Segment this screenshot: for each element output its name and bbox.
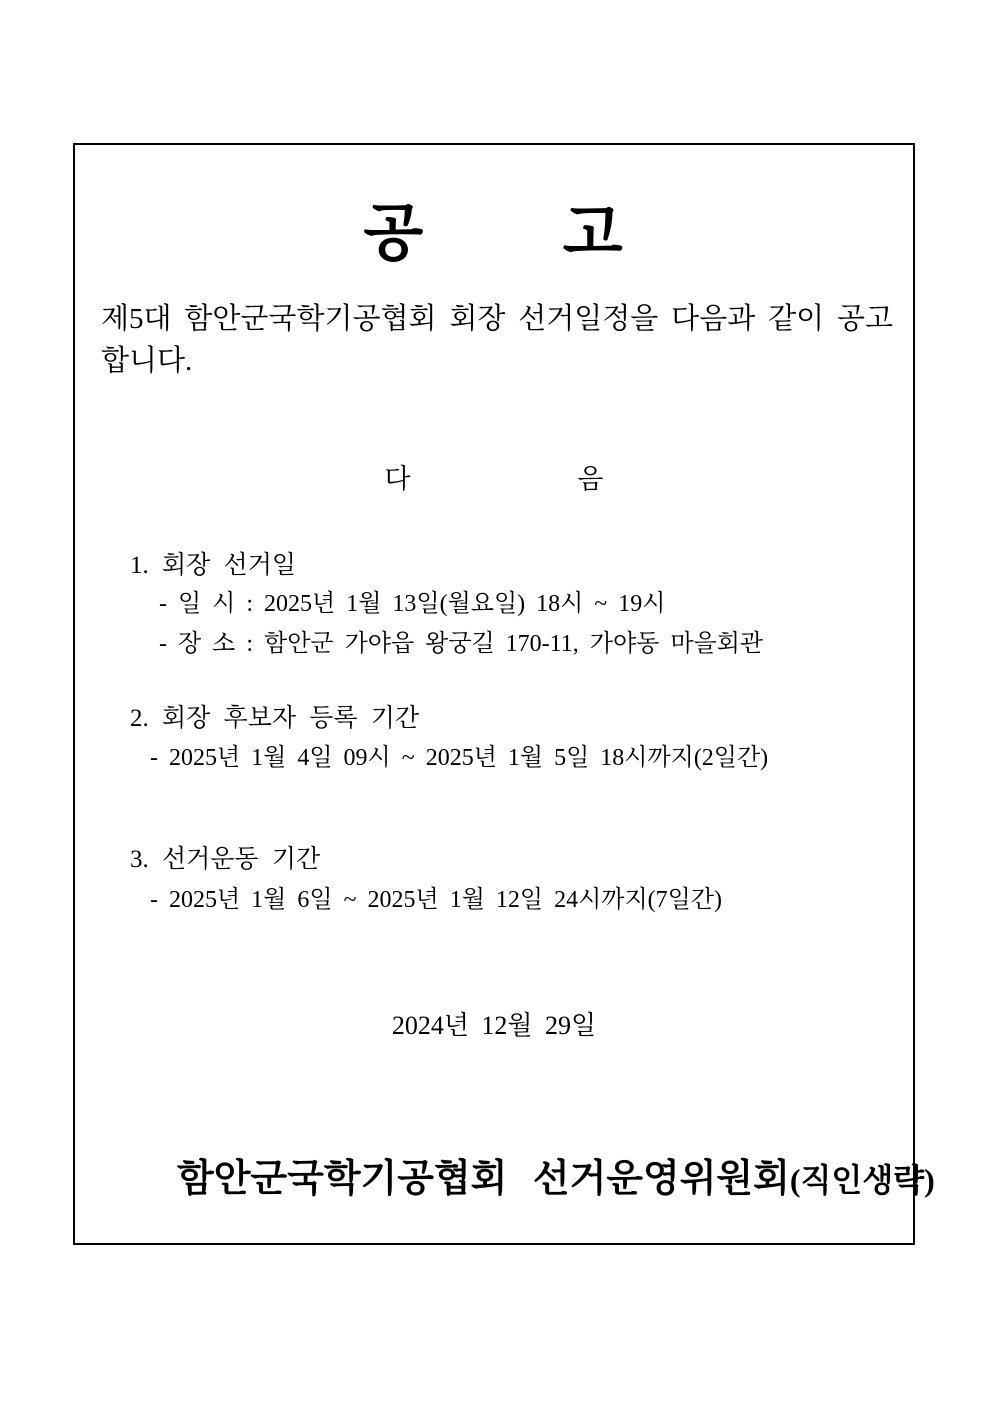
signature-organization: 함안군국학기공협회 선거운영위원회 [177, 1158, 790, 1200]
item-3-title: 3. 선거운동 기간 [130, 846, 321, 873]
document-border-frame [73, 143, 935, 1245]
intro-line-1: 제5대 함안군국학기공협회 회장 선거일정을 다음과 같이 공고 [101, 303, 893, 335]
item-3-period-line: - 2025년 1월 6일 ~ 2025년 1월 12일 24시까지(7일간) [150, 887, 722, 913]
intro-line-2: 합니다. [101, 345, 193, 377]
announcement-date: 2024년 12월 29일 [391, 1011, 597, 1040]
signature-seal-note: (직인생략) [789, 1162, 935, 1198]
item-2-title: 2. 회장 후보자 등록 기간 [130, 705, 420, 732]
item-1-location-line: - 장 소 : 함안군 가야읍 왕궁길 170-11, 가야동 마을회관 [159, 631, 764, 657]
notice-title: 공 고 [363, 200, 625, 268]
item-1-title: 1. 회장 선거일 [130, 552, 297, 579]
daeum-subheading: 다 음 [384, 464, 604, 494]
item-2-period-line: - 2025년 1월 4일 09시 ~ 2025년 1월 5일 18시까지(2일간) [150, 745, 769, 771]
signature-line [75, 1103, 935, 1246]
item-1-datetime-line: - 일 시 : 2025년 1월 13일(월요일) 18시 ~ 19시 [159, 591, 666, 617]
intro-paragraph [101, 298, 893, 382]
